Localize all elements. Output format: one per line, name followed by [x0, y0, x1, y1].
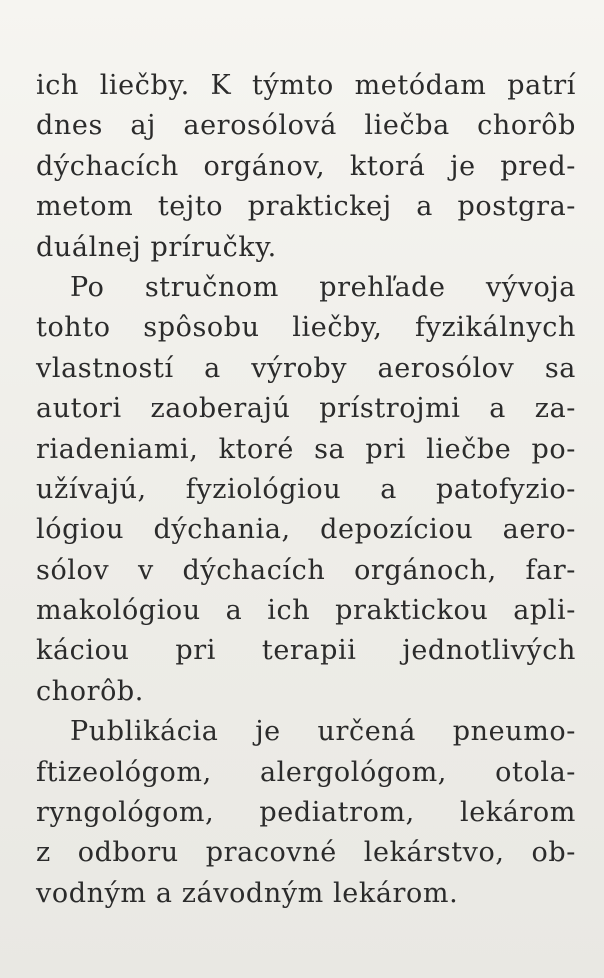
text-line: dnes aj aerosólová liečba chorôb — [36, 110, 576, 142]
text-line: Po stručnom prehľade vývoja — [70, 271, 576, 303]
text-line: lógiou dýchania, depozíciou aero- — [36, 514, 576, 546]
text-line: autori zaoberajú prístrojmi a za- — [36, 393, 576, 425]
text-line: ich liečby. K týmto metódam patrí — [36, 70, 576, 101]
text-line: Publikácia je určená pneumo- — [70, 716, 576, 748]
paragraph-3 — [36, 712, 576, 914]
text-line: z odboru pracovné lekárstvo, ob- — [36, 837, 576, 869]
text-line: chorôb. — [36, 675, 144, 707]
text-line: tohto spôsobu liečby, fyzikálnych — [36, 312, 576, 344]
text-line: ryngológom, pediatrom, lekárom — [36, 797, 576, 829]
text-line: sólov v dýchacích orgánoch, far- — [36, 554, 576, 586]
text-line: užívajú, fyziológiou a patofyzio- — [36, 473, 576, 505]
text-line: dýchacích orgánov, ktorá je pred- — [36, 150, 576, 182]
text-line: duálnej príručky. — [36, 231, 277, 263]
body-text — [36, 66, 576, 914]
text-line: metom tejto praktickej a postgra- — [36, 191, 576, 223]
text-line: káciou pri terapii jednotlivých — [36, 635, 576, 667]
text-line: ftizeológom, alergológom, otola- — [36, 756, 576, 788]
paragraph-2 — [36, 268, 576, 712]
text-line: makológiou a ich praktickou apli- — [36, 595, 576, 627]
text-line: vodným a závodným lekárom. — [36, 877, 459, 909]
text-line: vlastností a výroby aerosólov sa — [36, 352, 576, 384]
paragraph-1 — [36, 66, 576, 268]
text-line: riadeniami, ktoré sa pri liečbe po- — [36, 433, 576, 465]
